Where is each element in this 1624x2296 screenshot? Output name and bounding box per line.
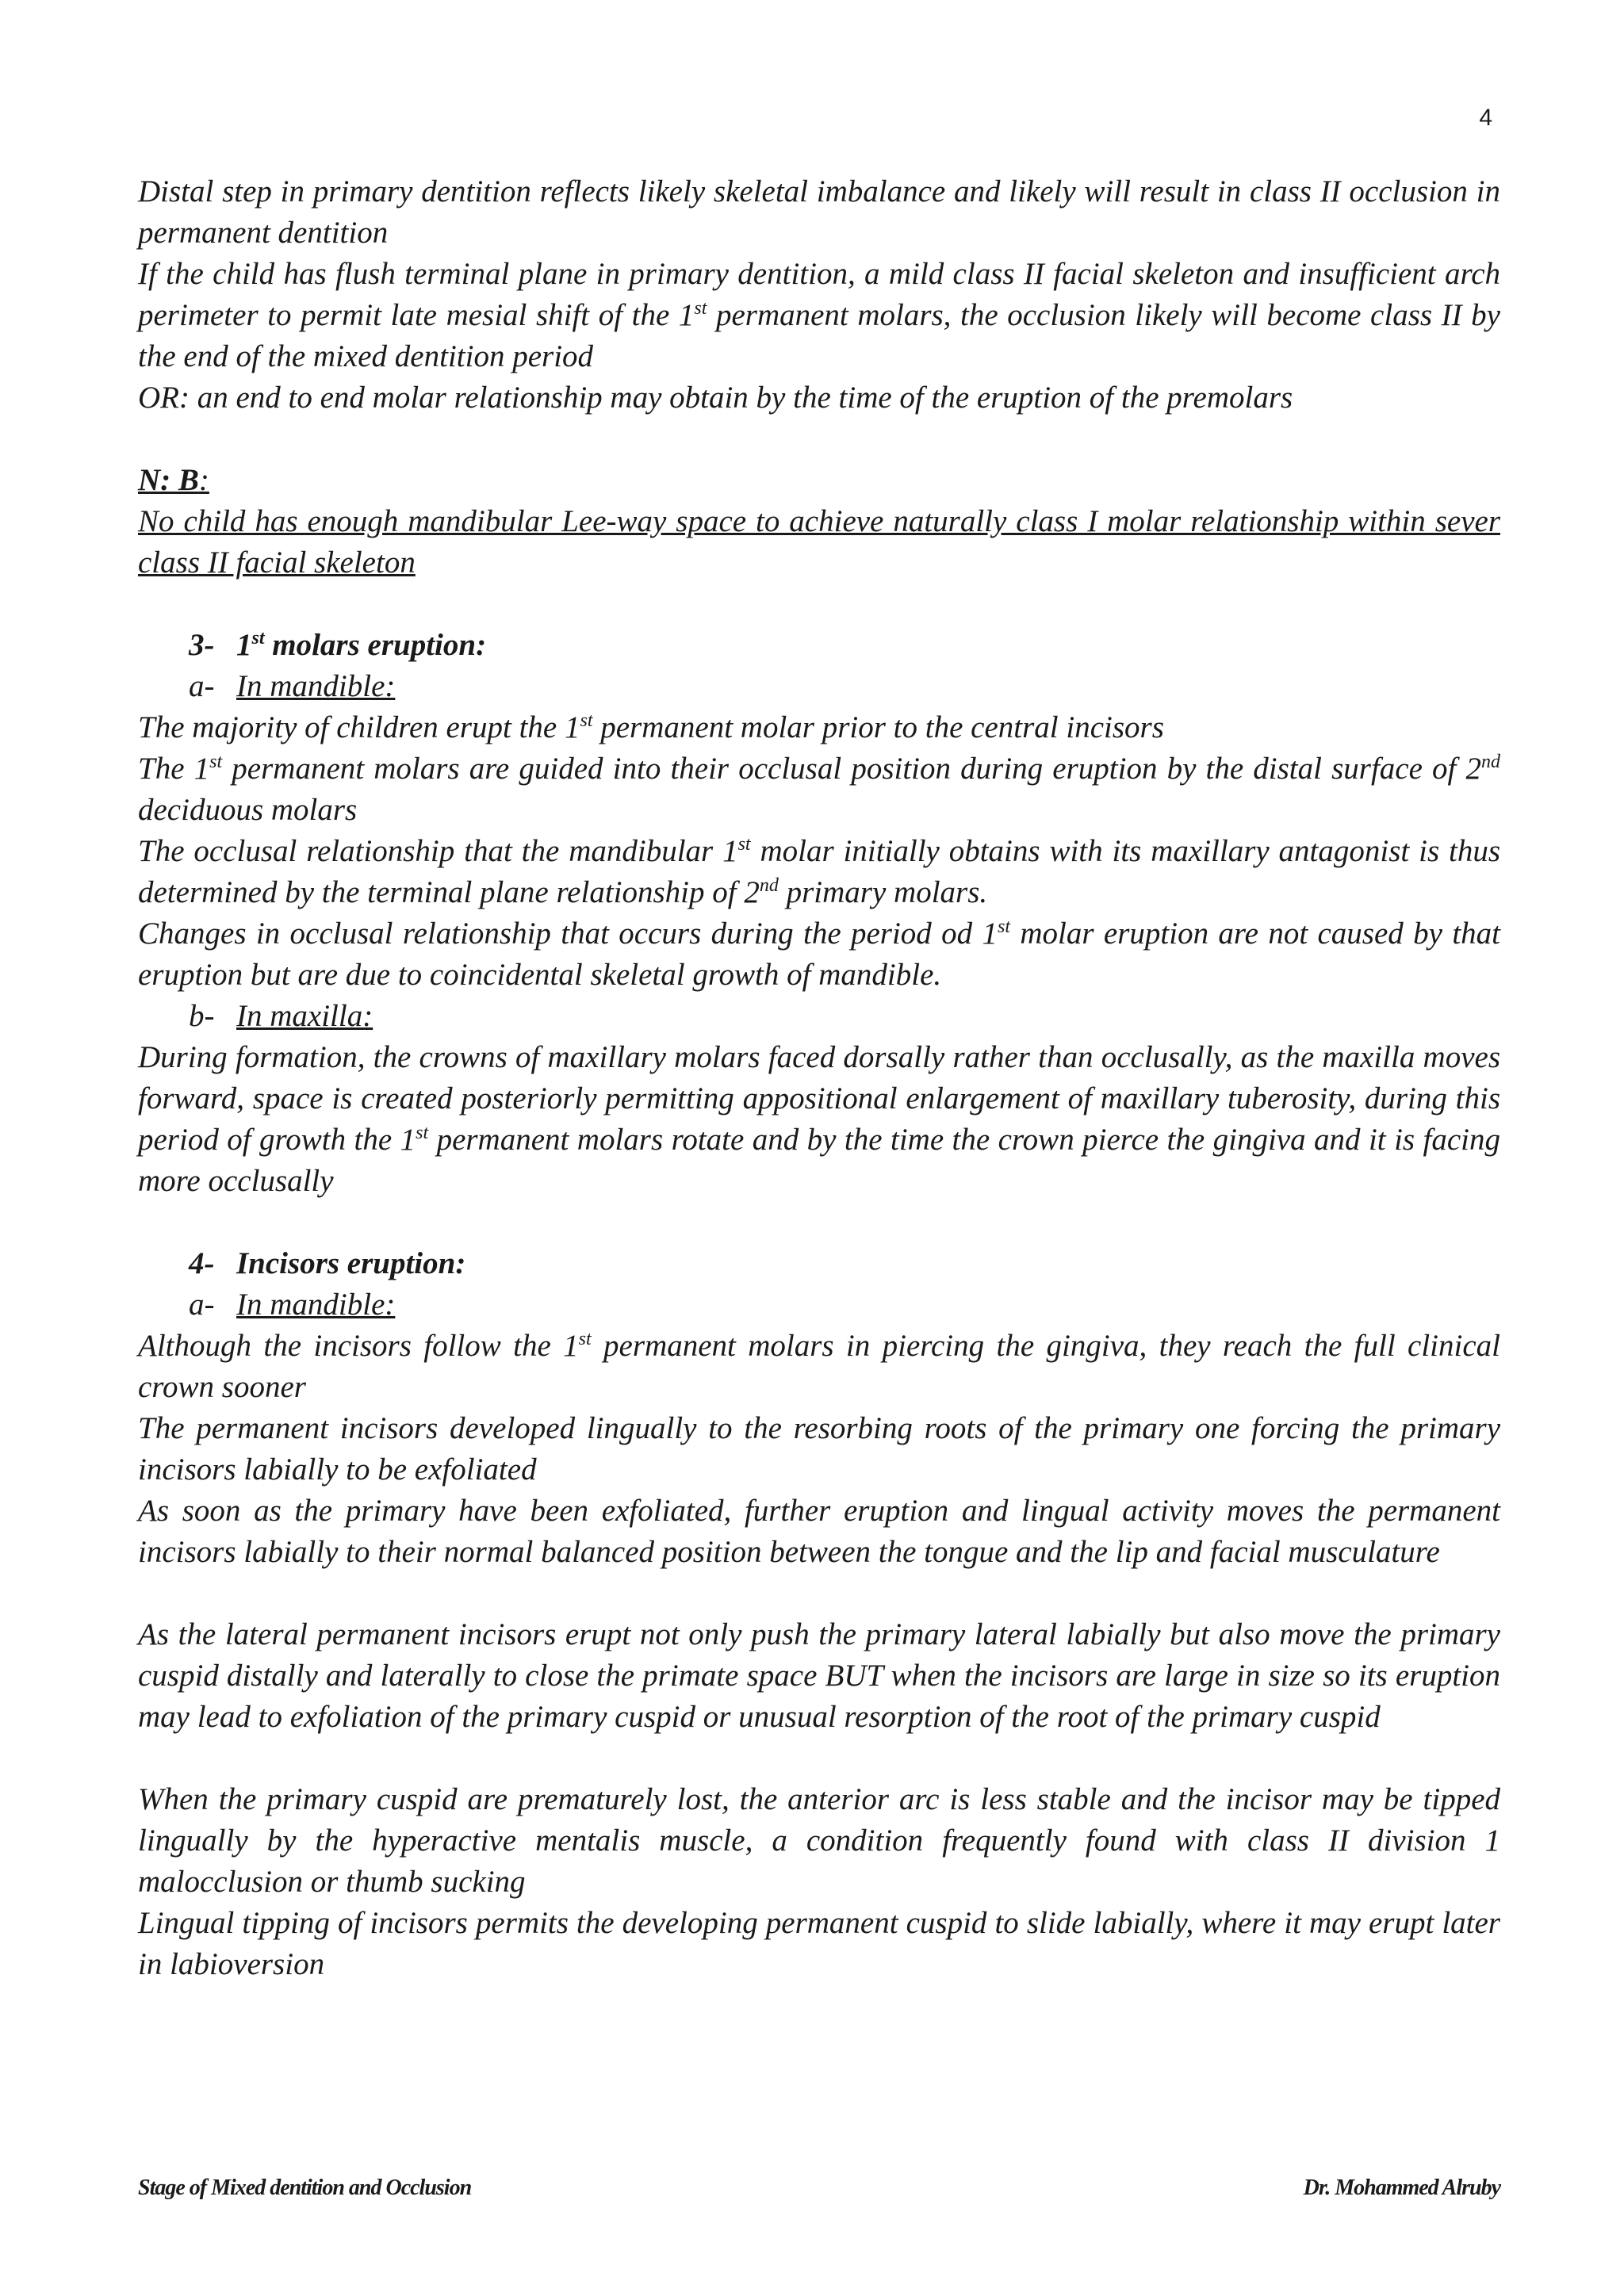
paragraph-cuspid-lost: When the primary cuspid are prematurely lost, the anterior arc is less stable and the incisor may be tipped lingually by the hyperactive mentalis muscle, a condition frequently found with class II division 1 malocclusion or thumb sucking [138, 1782, 1500, 1899]
paragraph-incisors-developed: The permanent incisors developed lingually to the resorbing roots of the primary one forcing the primary incisors labially to be exfoliated [138, 1411, 1500, 1487]
paragraph-end-to-end: OR: an end to end molar relationship may obtain by the time of the eruption of the premolars [138, 381, 1293, 415]
document-body [138, 171, 1500, 1985]
paragraph-lingual-tipping: Lingual tipping of incisors permits the developing permanent cuspid to slide labially, where it may erupt later in labioversion [138, 1906, 1500, 1981]
page-number: 4 [1479, 105, 1492, 131]
paragraph-occlusal-changes: Changes in occlusal relationship that occurs during the period od 1st molar eruption are not caused by that eruption but are due to coincidental skeletal growth of mandible. [138, 916, 1500, 992]
section-heading-molars-eruption: 3- 1st molars eruption: [189, 628, 487, 662]
paragraph-molar-prior: The majority of children erupt the 1st permanent molar prior to the central incisors [138, 710, 1164, 744]
paragraph-distal-step: Distal step in primary dentition reflects likely skeletal imbalance and likely will result in class II occlusion in permanent dentition [138, 174, 1500, 250]
paragraph-molar-guided: The 1st permanent molars are guided into their occlusal position during eruption by the distal surface of 2nd deciduous molars [138, 752, 1501, 827]
paragraph-flush-terminal-plane: If the child has flush terminal plane in primary dentition, a mild class II facial skeleton and insufficient arch perimeter to permit late mesial shift of the 1st permanent molars, the occlusion likely will become class II by the end of the mixed dentition period [138, 257, 1500, 373]
nb-heading: N: B: [138, 463, 209, 497]
paragraph-maxilla-formation: During formation, the crowns of maxillary molars faced dorsally rather than occlusally, as the maxilla moves forward, space is created posteriorly permitting appositional enlargement of maxillary tuberosity, during this period of growth the 1st permanent molars rotate and by the time the crown pierce the gingiva and it is facing more occlusally [138, 1040, 1501, 1198]
nb-note: No child has enough mandibular Lee-way space to achieve naturally class I molar relationship within sever class II facial skeleton [138, 504, 1500, 580]
subheading-in-mandible: a- In mandible: [189, 669, 396, 703]
paragraph-occlusal-relationship: The occlusal relationship that the mandibular 1st molar initially obtains with its maxillary antagonist is thus determined by the terminal plane relationship of 2nd primary molars. [138, 834, 1501, 909]
section-heading-incisors-eruption: 4- Incisors eruption: [189, 1246, 466, 1280]
paragraph-lateral-incisors: As the lateral permanent incisors erupt not only push the primary lateral labially but also move the primary cuspid distally and laterally to close the primate space BUT when the incisors are large in size so its eruption may lead to exfoliation of the primary cuspid or unusual resorption of the root of the primary cuspid [138, 1617, 1500, 1734]
subheading-incisors-in-mandible: a- In mandible: [189, 1288, 396, 1322]
footer-document-title: Stage of Mixed dentition and Occlusion [138, 2175, 472, 2200]
subheading-in-maxilla: b- In maxilla: [189, 999, 373, 1033]
paragraph-incisors-follow: Although the incisors follow the 1st permanent molars in piercing the gingiva, they reach the full clinical crown sooner [138, 1329, 1500, 1404]
paragraph-incisors-exfoliated: As soon as the primary have been exfoliated, further eruption and lingual activity moves the permanent incisors labially to their normal balanced position between the tongue and the lip and facial musculature [138, 1494, 1500, 1569]
footer-author: Dr. Mohammed Alruby [1303, 2175, 1500, 2200]
